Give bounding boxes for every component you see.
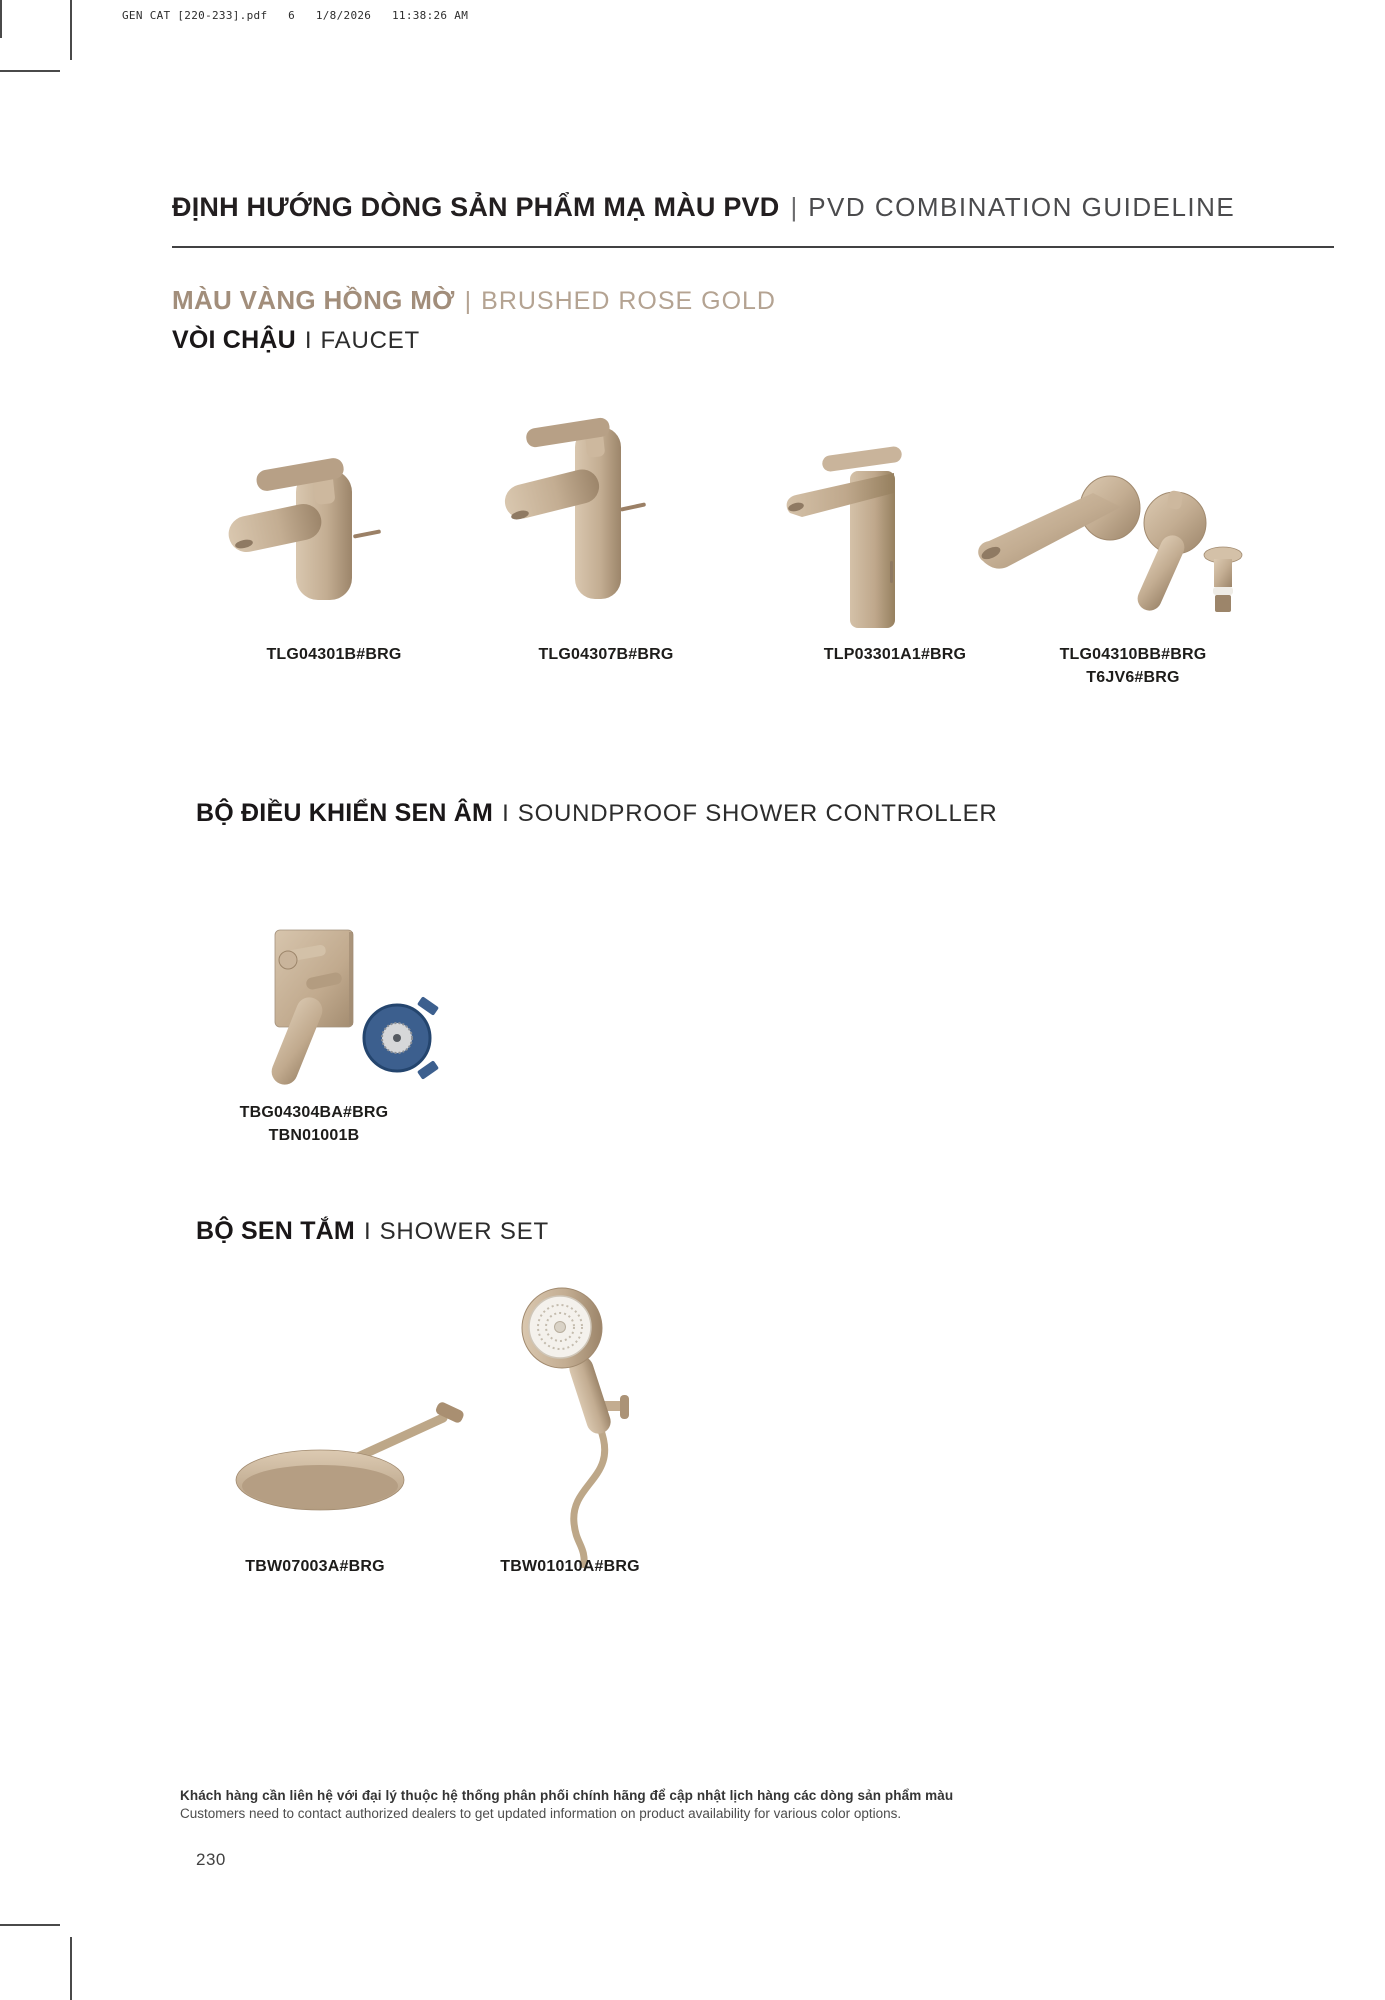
section-label-faucet-separator: I [304,327,312,354]
section-label-controller-vi: BỘ ĐIỀU KHIỂN SEN ÂM [196,799,494,827]
crop-mark-bottom-left-horizontal [0,1924,60,1926]
section-label-shower-set-en: SHOWER SET [379,1218,549,1245]
crop-mark-top-left-vertical [70,0,72,60]
product-code: TLG04307B#BRG [538,646,674,663]
page-title [172,192,1235,223]
title-divider [172,246,1334,248]
page-number: 230 [196,1850,226,1869]
product-code-line1: TLG04310BB#BRG [1059,646,1207,663]
crop-mark-bottom-left-vertical [70,1937,72,2000]
product-image-shower-controller [222,903,457,1103]
section-label-shower-set [196,1217,549,1246]
product-code: TBW01010A#BRG [500,1558,640,1575]
section-label-controller [196,799,998,828]
product-code [1060,643,1207,689]
title-separator: | [790,192,798,222]
product-image-rain-shower-head [228,1398,478,1516]
section-label-faucet [172,326,420,355]
pdf-print-header: GEN CAT [220-233].pdf 6 1/8/2026 11:38:26 AM [122,9,469,22]
crop-mark-top-left-horizontal [0,70,60,72]
section-label-faucet-vi: VÒI CHẬU [172,326,296,354]
product-code: TBW07003A#BRG [245,1558,385,1575]
product-image-hand-shower [500,1283,650,1573]
product-code: TLG04301B#BRG [266,646,402,663]
footer-note-en: Customers need to contact authorized dealers to get updated information on product availability for various color options. [180,1806,902,1821]
product-image-basin-faucet-short [218,452,388,604]
product-code-line2: TBN01001B [268,1127,360,1144]
color-heading-en: BRUSHED ROSE GOLD [481,287,776,315]
color-heading-vi: MÀU VÀNG HỒNG MỜ [172,285,455,315]
product-code-line1: TBG04304BA#BRG [239,1104,389,1121]
page-title-en: PVD COMBINATION GUIDELINE [808,192,1236,222]
section-label-shower-set-vi: BỘ SEN TẮM [196,1217,355,1245]
section-label-faucet-en: FAUCET [320,327,420,354]
product-code [240,1101,389,1147]
section-label-controller-separator: I [502,800,509,827]
section-label-controller-en: SOUNDPROOF SHOWER CONTROLLER [517,800,998,827]
product-image-vessel-faucet-flat-spout [772,443,912,633]
color-heading-separator: | [464,287,472,315]
footer-note-vi: Khách hàng cần liên hệ với đại lý thuộc hệ thống phân phối chính hãng để cập nhật lịch hàng các dòng sản phẩm màu [180,1788,954,1803]
page-title-vi: ĐỊNH HƯỚNG DÒNG SẢN PHẨM MẠ MÀU PVD [172,192,780,222]
product-image-basin-faucet-tall [492,415,652,605]
product-code: TLP03301A1#BRG [823,646,967,663]
product-code-line2: T6JV6#BRG [1086,669,1180,686]
section-label-shower-set-separator: I [363,1218,371,1245]
color-heading [172,285,776,316]
product-image-wall-mount-faucet-set [963,455,1253,625]
crop-mark-top-edge-tick [0,0,2,38]
